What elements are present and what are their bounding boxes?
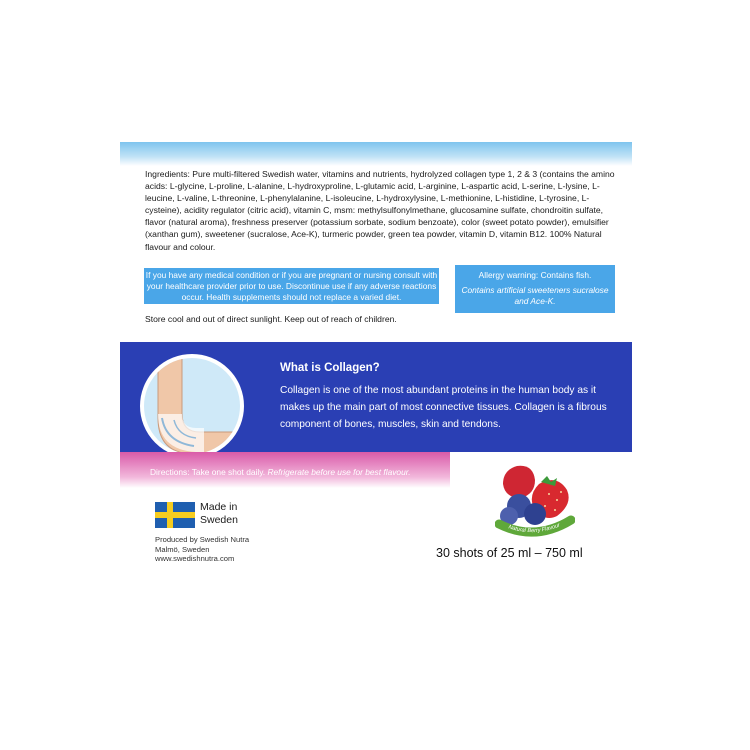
flavour-label: Natural Berry Flavour bbox=[507, 522, 561, 535]
directions-band bbox=[120, 452, 450, 488]
storage-text: Store cool and out of direct sunlight. Keep out of reach of children. bbox=[145, 314, 397, 324]
medical-warning-box bbox=[144, 268, 439, 304]
flag-cross-horizontal bbox=[155, 512, 195, 518]
medical-warning-text: If you have any medical condition or if you are pregnant or nursing consult with your healthcare provider prior to use. Discontinue use if any adverse reactions occur. Health supplements should not replace a varied diet. bbox=[145, 270, 438, 303]
sweden-flag-icon bbox=[155, 502, 195, 528]
ingredients-text: Ingredients: Pure multi-filtered Swedish water, vitamins and nutrients, hydrolyzed collagen type 1, 2 & 3 (contains the amino acids: L-glycine, L-proline, L-alanine, L-hydroxyproline, L-glutamic acid, L-arginine, L-aspartic acid, L-serine, L-lysine, L-leucine, L-valine, L-threonine, L-phenylalanine, L-isoleucine, L-hydroxylysine, L-methionine, L-histidine, L-tyrosine, L-cysteine), acidity regulator (citric acid), vitamin C, msm: methylsulfonylmethane, glucosamine sulfate, chondroitin sulfate, flavor (natural aroma), freshness preserver (potassium sorbate, sodium benzoate), color (sweet potato powder), emulsifier (xanthan gum), sweetener (sucralose, Ace-K), turmeric powder, green tea powder, vitamin D, vitamin B12. 100% Natural flavour and colour. bbox=[145, 169, 615, 252]
producer-info bbox=[155, 535, 249, 564]
collagen-section bbox=[120, 342, 632, 452]
made-in-label bbox=[200, 501, 260, 527]
producer-website: www.swedishnutra.com bbox=[155, 554, 235, 564]
made-in-line1: Made in bbox=[200, 501, 238, 513]
sweetener-note-text: Contains artificial sweeteners sucralose and Ace-K. bbox=[461, 285, 609, 306]
made-in-line2: Sweden bbox=[200, 514, 238, 526]
allergy-warning-text: Allergy warning: Contains fish. bbox=[478, 270, 592, 280]
volume-text: 30 shots of 25 ml – 750 ml bbox=[436, 546, 583, 560]
flag-cross-vertical bbox=[167, 502, 173, 528]
collagen-description: Collagen is one of the most abundant proteins in the human body as it makes up the main part of most connective tissues. Collagen is a fibrous component of bones, muscles, skin and tendons. bbox=[280, 385, 607, 430]
elbow-illustration-svg bbox=[144, 358, 240, 454]
top-gradient-band bbox=[120, 142, 632, 166]
producer-location: Malmö, Sweden bbox=[155, 544, 210, 554]
berry-flavour-icon bbox=[495, 464, 575, 540]
allergy-warning-box bbox=[455, 265, 615, 313]
directions-text bbox=[150, 467, 411, 477]
producer-name: Produced by Swedish Nutra bbox=[155, 535, 250, 544]
directions-label: Directions: Take one shot daily. bbox=[150, 467, 266, 477]
directions-note: Refrigerate before use for best flavour. bbox=[267, 467, 411, 477]
collagen-title: What is Collagen? bbox=[280, 362, 380, 374]
elbow-joint-icon bbox=[140, 354, 244, 458]
product-label-panel bbox=[120, 142, 632, 574]
